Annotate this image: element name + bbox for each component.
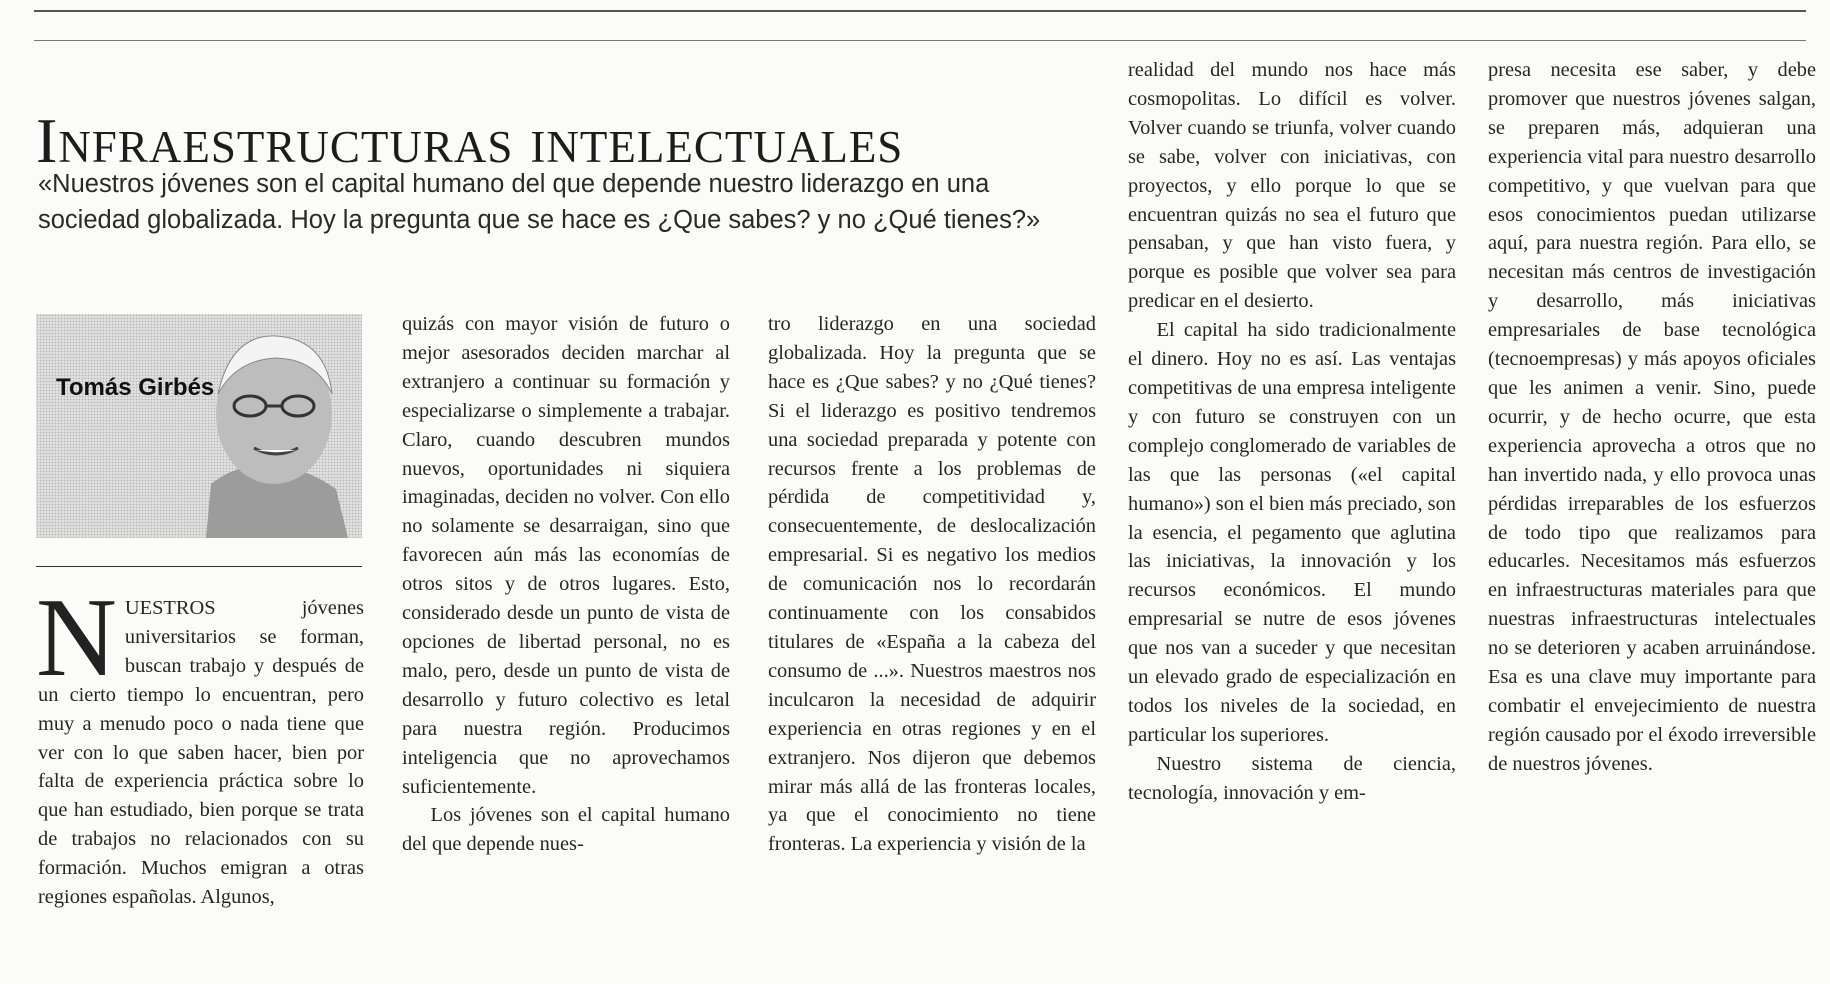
photo-rule xyxy=(36,566,362,567)
article-standfirst: «Nuestros jóvenes son el capital humano del que depende nuestro liderazgo en una sociedad globalizada. Hoy la pregunta que se hace es ¿Que sabes? y no ¿Qué tienes?» xyxy=(38,170,1041,234)
article-column-2 xyxy=(402,310,730,859)
author-name: Tomás Girbés xyxy=(56,374,215,401)
author-photo xyxy=(36,314,362,538)
article-column-5 xyxy=(1488,56,1816,779)
top-rule xyxy=(34,10,1806,12)
paragraph xyxy=(36,576,364,912)
paragraph: Nuestro sistema de ciencia, tecnología, innovación y em- xyxy=(1128,752,1456,804)
paragraph: realidad del mundo nos hace más cosmopolitas. Lo difícil es volver. Volver cuando se triunfa, volver cuando se sabe, volver con iniciativas, con proyectos, y ello porque lo que se encuentran quizás no sea el futuro que pensaban, y que han visto fuera, y porque es posible que volver sea para predicar en el desierto. xyxy=(1128,59,1456,313)
paragraph: presa necesita ese saber, y debe promover que nuestros jóvenes salgan, se preparen más, adquieran una experiencia vital para nuestro desarrollo competitivo, y que vuelvan para que esos conocimientos puedan utilizarse aquí, para nuestra región. Para ello, se necesitan más centros de investigación y desarrollo, más iniciativas empresariales de base tecnológica (tecnoempresas) y más apoyos oficiales que les animen a venir. Sino, puede ocurrir, y de hecho ocurre, que esta experiencia aprovecha a otros que no han invertido nada, y ello provoca unas pérdidas irreparables de los esfuerzos de todo tipo que realizamos para educarles. Necesitamos más esfuerzos en infraestructuras materiales para que nuestras infraestructuras intelectuales no se deterioren y acaben arruinándose. Esa es una clave muy importante para combatir el envejecimiento de nuestra región causado por el éxodo irreversible de nuestros jóvenes. xyxy=(1488,59,1816,775)
author-portrait-image xyxy=(36,314,362,538)
paragraph: quizás con mayor visión de futuro o mejor asesorados deciden marchar al extranjero a continuar su formación y especializarse o simplemente a trabajar. Claro, cuando descubren mundos nuevos, oportunidades ni siquiera imaginadas, deciden no volver. Con ello no solamente se desarraigan, sino que favorecen aún más las economías de otros sitos y de otros lugares. Esto, considerado desde un punto de vista de opciones de libertad personal, no es malo, pero, desde un punto de vista de desarrollo y futuro colectivo es letal para nuestra región. Producimos inteligencia que no aprovechamos suficientemente. xyxy=(402,313,730,798)
article-column-4 xyxy=(1128,56,1456,808)
paragraph: tro liderazgo en una sociedad globalizada. Hoy la pregunta que se hace es ¿Que sabes? y no ¿Qué tienes? Si el liderazgo es positivo tendremos una sociedad preparada y potente con recursos frente a los problemas de pérdida de competitividad y, consecuentemente, de deslocalización empresarial. Si es negativo los medios de comunicación nos lo recordarán continuamente con los consabidos titulares de «España a la cabeza del consumo de ...». Nuestros maestros nos inculcaron la necesidad de adquirir experiencia en otras regiones y en el extranjero. Nos dijeron que debemos mirar más allá de las fronteras locales, ya que el conocimiento no tiene fronteras. La experiencia y visión de la xyxy=(768,313,1096,856)
header-rule xyxy=(34,40,1806,41)
article-column-3 xyxy=(768,310,1096,859)
article-headline: Infraestructuras intelectuales xyxy=(36,104,904,176)
drop-cap: N xyxy=(36,576,117,700)
paragraph-text: UESTROS jóvenes universitarios se forman, buscan trabajo y después de un cierto tiempo lo encuentran, pero muy a menudo poco o nada tiene que ver con lo que saben hacer, bien por falta de experiencia práctica sobre lo que han estudiado, bien porque se trata de trabajos no relacionados con su formación. Muchos emigran a otras regiones españolas. Algunos, xyxy=(38,597,364,909)
paragraph: El capital ha sido tradicionalmente el dinero. Hoy no es así. Las ventajas competitivas de una empresa inteligente y con futuro se construyen con un complejo conglomerado de variables de las que las personas («el capital humano») son el bien más preciado, son la esencia, el pegamento que aglutina las iniciativas, la innovación y los recursos económicos. El mundo empresarial se nutre de esos jóvenes que nos van a suceder y que necesitan un elevado grado de especialización en todos los niveles de la sociedad, en particular los superiores. xyxy=(1128,319,1456,746)
article-column-1 xyxy=(36,576,364,912)
paragraph: Los jóvenes son el capital humano del que depende nues- xyxy=(402,804,730,856)
